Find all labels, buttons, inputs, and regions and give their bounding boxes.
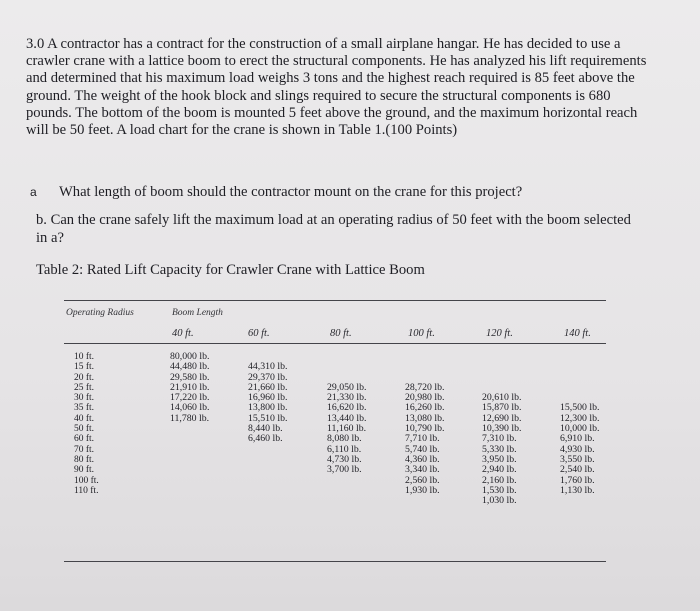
capacity-cell: 12,690 lb. [482, 412, 522, 424]
capacity-column-80ft [327, 352, 366, 476]
capacity-cell [327, 362, 366, 372]
capacity-cell: 44,310 lb. [248, 361, 288, 373]
capacity-cell: 11,160 lb. [327, 423, 367, 435]
capacity-cell [405, 352, 444, 362]
capacity-cell: 1,130 lb. [560, 484, 595, 496]
capacity-column-120ft [482, 352, 521, 506]
radius-cell: 30 ft. [74, 393, 95, 404]
capacity-cell: 21,330 lb. [327, 392, 367, 404]
capacity-cell: 21,910 lb. [170, 381, 210, 393]
capacity-cell: 14,060 lb. [170, 402, 210, 414]
capacity-cell: 29,580 lb. [170, 371, 210, 383]
capacity-cell [405, 362, 444, 372]
capacity-cell: 3,950 lb. [482, 453, 517, 465]
capacity-cell: 10,000 lb. [560, 423, 600, 435]
load-chart-table [64, 292, 606, 572]
capacity-cell: 2,540 lb. [560, 464, 595, 476]
capacity-cell [560, 352, 599, 362]
capacity-cell: 29,050 lb. [327, 381, 367, 393]
radius-cell: 110 ft. [74, 485, 99, 496]
capacity-column-100ft [405, 352, 444, 496]
radius-cell: 50 ft. [74, 424, 95, 435]
capacity-cell [327, 352, 366, 362]
capacity-cell: 10,790 lb. [405, 423, 445, 435]
capacity-cell: 6,460 lb. [248, 433, 283, 445]
capacity-cell: 29,370 lb. [248, 371, 288, 383]
capacity-cell: 7,310 lb. [482, 433, 517, 445]
capacity-cell: 3,550 lb. [560, 453, 595, 465]
radius-cell: 10 ft. [74, 352, 95, 362]
capacity-cell: 1,760 lb. [560, 474, 595, 486]
capacity-cell: 21,660 lb. [248, 381, 288, 393]
radius-cell: 60 ft. [74, 434, 95, 445]
radius-cell: 25 ft. [74, 382, 95, 393]
capacity-column-40ft [170, 352, 209, 424]
capacity-cell [560, 362, 599, 372]
radius-cell: 70 ft. [74, 444, 95, 455]
capacity-cell: 16,960 lb. [248, 392, 288, 404]
capacity-cell: 20,980 lb. [405, 392, 445, 404]
table-title: Table 2: Rated Lift Capacity for Crawler Crane with Lattice Boom [36, 262, 425, 278]
problem-statement: 3.0 A contractor has a contract for the construction of a small airplane hangar. He has decided to use a crawler crane with a lattice boom to erect the structural components. He has analyzed his lift requirements and determined that his maximum load weighs 3 tons and the highest reach required is 85 feet above the ground. The weight of the hook block and slings required to secure the structural components is 680 pounds. The bottom of the boom is mounted 5 feet above the ground, and the maximum horizontal reach will be 50 feet. A load chart for the crane is shown in Table 1.(100 Points) [26, 36, 647, 139]
capacity-cell: 16,620 lb. [327, 402, 367, 414]
capacity-cell [560, 373, 599, 383]
capacity-cell [482, 362, 521, 372]
capacity-cell: 80,000 lb. [170, 351, 210, 362]
capacity-cell: 1,930 lb. [405, 484, 440, 496]
capacity-cell: 6,110 lb. [327, 443, 362, 455]
capacity-cell [482, 373, 521, 383]
boom-100-header: 100 ft. [408, 328, 435, 339]
capacity-cell: 15,510 lb. [248, 412, 288, 424]
capacity-cell: 8,080 lb. [327, 433, 362, 445]
capacity-cell: 11,780 lb. [170, 412, 210, 424]
capacity-cell: 13,800 lb. [248, 402, 288, 414]
capacity-cell: 1,030 lb. [482, 495, 517, 507]
capacity-cell: 10,390 lb. [482, 423, 522, 435]
capacity-cell: 7,710 lb. [405, 433, 440, 445]
radius-cell: 15 ft. [74, 362, 95, 373]
capacity-cell: 13,080 lb. [405, 412, 445, 424]
question-b: b. Can the crane safely lift the maximum load at an operating radius of 50 feet with the boom selected in a? [36, 212, 631, 246]
radius-header: Operating Radius [66, 308, 134, 318]
capacity-cell: 4,930 lb. [560, 443, 595, 455]
capacity-cell: 2,160 lb. [482, 474, 517, 486]
table-top-rule [64, 300, 606, 301]
capacity-cell: 4,730 lb. [327, 453, 362, 465]
boom-140-header: 140 ft. [564, 328, 591, 339]
radius-cell: 90 ft. [74, 465, 95, 476]
capacity-cell: 1,530 lb. [482, 484, 517, 496]
capacity-cell: 4,360 lb. [405, 453, 440, 465]
radius-cell: 35 ft. [74, 403, 95, 414]
table-bottom-rule [64, 561, 606, 562]
question-a-text: What length of boom should the contractor mount on the crane for this project? [59, 184, 523, 200]
capacity-cell: 2,560 lb. [405, 474, 440, 486]
capacity-cell: 8,440 lb. [248, 423, 283, 435]
capacity-cell: 13,440 lb. [327, 412, 367, 424]
radius-cell: 80 ft. [74, 454, 95, 465]
boom-120-header: 120 ft. [486, 328, 513, 339]
capacity-cell: 15,500 lb. [560, 402, 600, 414]
capacity-cell: 17,220 lb. [170, 392, 210, 404]
boom-80-header: 80 ft. [330, 328, 352, 339]
capacity-column-140ft [560, 352, 599, 496]
radius-cell: 20 ft. [74, 372, 95, 383]
capacity-cell: 2,940 lb. [482, 464, 517, 476]
capacity-cell: 15,870 lb. [482, 402, 522, 414]
radius-cell: 100 ft. [74, 475, 99, 486]
capacity-cell: 28,720 lb. [405, 381, 445, 393]
capacity-column-60ft [248, 352, 287, 445]
capacity-cell: 44,480 lb. [170, 361, 210, 373]
capacity-cell: 6,910 lb. [560, 433, 595, 445]
radius-column [74, 352, 99, 496]
boom-60-header: 60 ft. [248, 328, 270, 339]
capacity-cell: 16,260 lb. [405, 402, 445, 414]
capacity-cell: 3,340 lb. [405, 464, 440, 476]
capacity-cell: 3,700 lb. [327, 464, 362, 476]
table-header-rule [64, 343, 606, 344]
capacity-cell [560, 383, 599, 393]
question-a-letter: a [30, 185, 37, 199]
radius-cell: 40 ft. [74, 413, 95, 424]
capacity-cell: 20,610 lb. [482, 392, 522, 404]
boom-40-header: 40 ft. [172, 328, 194, 339]
capacity-cell: 12,300 lb. [560, 412, 600, 424]
boom-length-header: Boom Length [172, 308, 223, 318]
capacity-cell [482, 352, 521, 362]
capacity-cell: 5,740 lb. [405, 443, 440, 455]
capacity-cell: 5,330 lb. [482, 443, 517, 455]
